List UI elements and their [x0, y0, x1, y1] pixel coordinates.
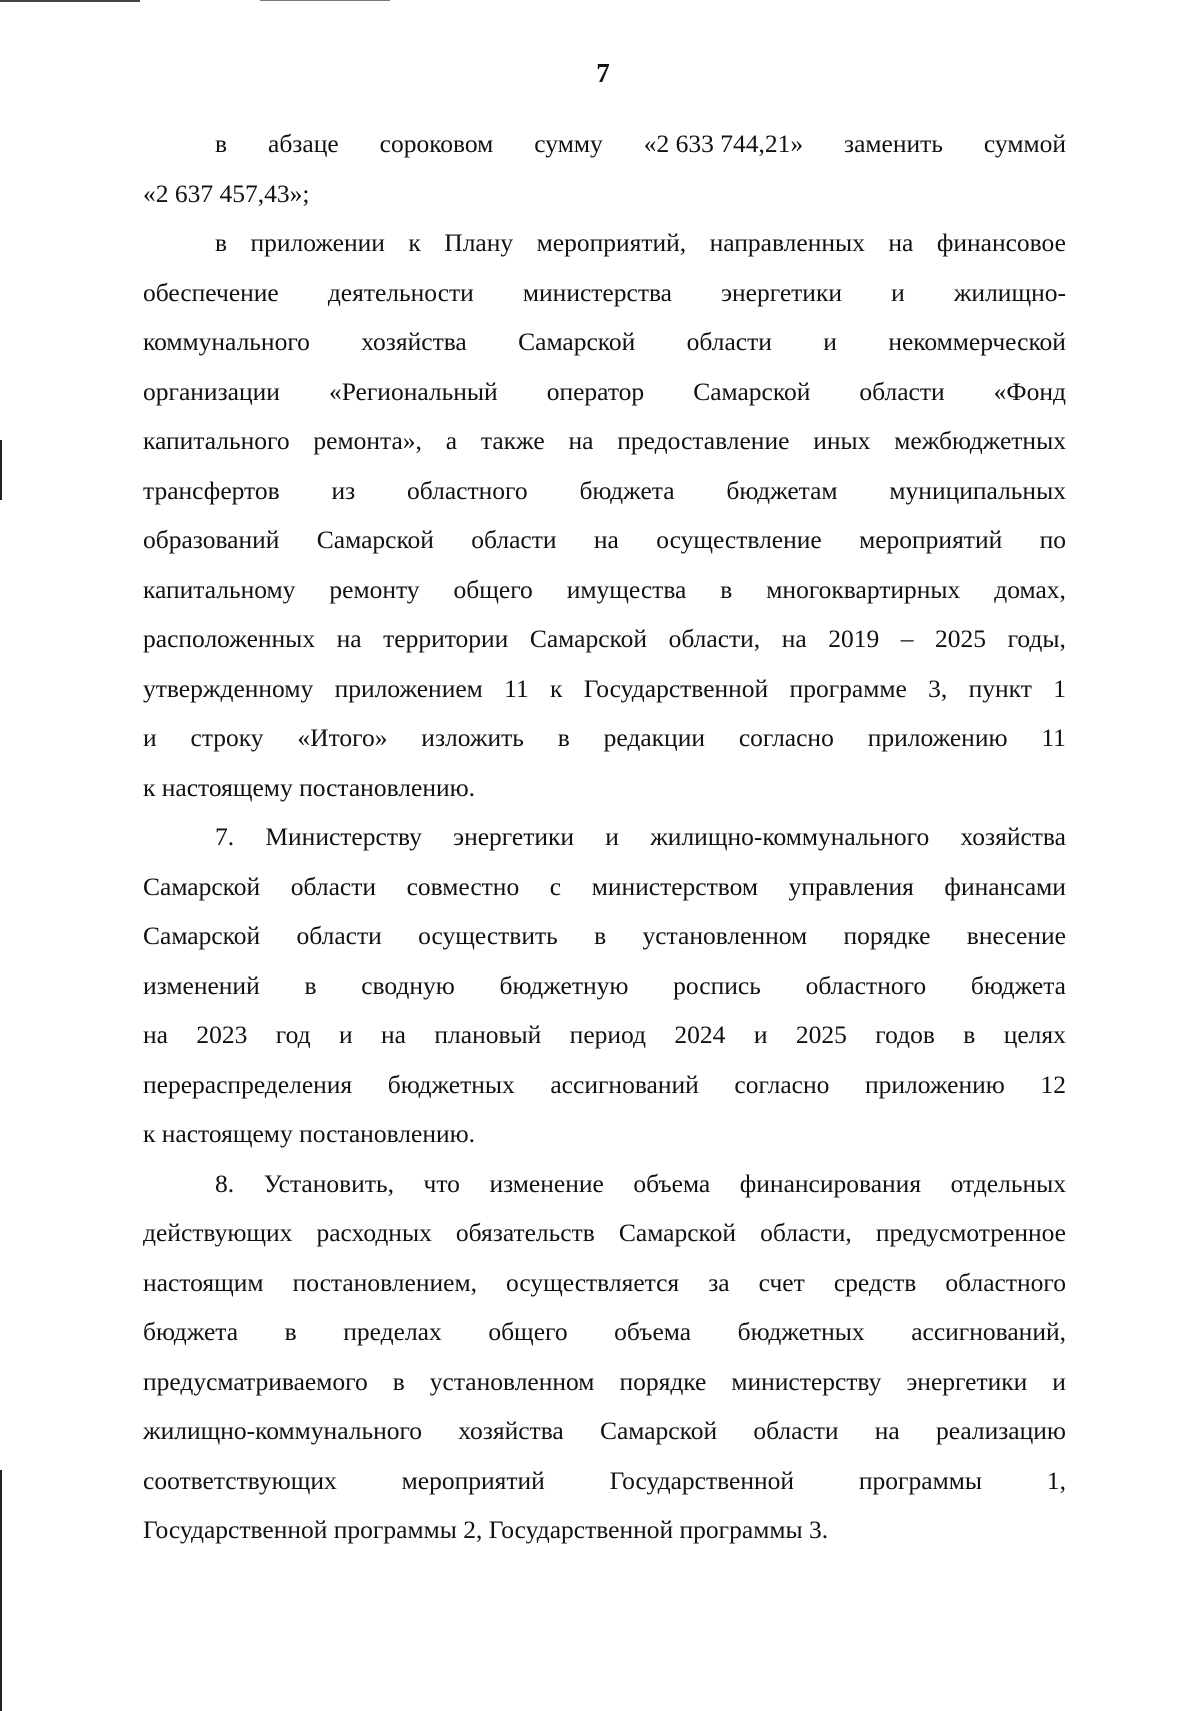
text-line — [143, 1010, 1066, 1060]
text-line — [143, 169, 1066, 219]
word: с — [549, 871, 562, 901]
word: Самарской — [143, 871, 261, 901]
word: министерства — [522, 277, 672, 307]
word: Самарской — [599, 1416, 718, 1445]
word: на — [143, 1020, 168, 1049]
text-line — [143, 763, 1066, 813]
word: энергетики — [721, 277, 842, 307]
word: управления — [788, 871, 914, 901]
word: Самарской — [693, 376, 811, 406]
word: в — [557, 723, 570, 752]
word: на — [874, 1416, 900, 1445]
word: образований — [143, 525, 280, 554]
word: – — [900, 624, 914, 653]
word: пункт — [968, 673, 1032, 703]
word: финансами — [944, 871, 1066, 901]
text-line — [143, 268, 1066, 318]
word: перераспределения — [143, 1069, 353, 1099]
word: 3, — [928, 673, 948, 703]
text-line — [143, 1505, 1066, 1555]
word: и — [753, 1020, 768, 1049]
word: «Итого» — [297, 723, 388, 752]
word: Плану — [444, 228, 514, 257]
word: жилищно-коммунального — [143, 1416, 423, 1445]
word: общего — [453, 574, 533, 604]
text-line — [143, 862, 1066, 912]
word: приложением — [334, 673, 483, 703]
word: что — [423, 1168, 460, 1198]
word: плановый — [434, 1020, 542, 1049]
text-line — [143, 1159, 1066, 1209]
word: роспись — [673, 970, 761, 1000]
word: бюджетных — [737, 1317, 865, 1346]
word: Установить, — [263, 1168, 394, 1198]
word: целях — [1003, 1020, 1066, 1049]
word: финансовое — [936, 228, 1066, 257]
word: «Фонд — [993, 376, 1066, 406]
word: Самарской — [143, 921, 261, 950]
text-line — [143, 1456, 1066, 1506]
scan-edge-top-secondary — [260, 0, 390, 1]
text-line — [143, 466, 1066, 516]
word: «Региональный — [328, 376, 498, 406]
word: бюджетных — [387, 1069, 515, 1099]
word: Самарской — [529, 624, 648, 653]
word: к — [550, 673, 563, 703]
word: направленных — [709, 228, 865, 257]
word: 2019 — [828, 624, 880, 653]
word: области — [471, 525, 557, 554]
word: а — [445, 426, 458, 455]
text-line — [143, 713, 1066, 763]
word: бюджетную — [499, 970, 629, 1000]
word: на — [568, 426, 594, 455]
text-line — [143, 416, 1066, 466]
word: расположенных — [143, 624, 316, 653]
word: министерству — [731, 1366, 882, 1396]
paragraph-item-8 — [143, 1159, 1066, 1555]
word: 11 — [1041, 723, 1066, 752]
word: изложить — [421, 723, 524, 752]
word: годов — [875, 1020, 935, 1049]
word: 2025 — [795, 1020, 847, 1049]
text-line — [143, 1109, 1066, 1159]
word: приложении — [250, 228, 385, 257]
text-line — [143, 961, 1066, 1011]
word: объема — [633, 1168, 711, 1198]
word: средств — [833, 1267, 917, 1297]
word: абзаце — [268, 129, 339, 158]
word: объема — [614, 1317, 692, 1346]
word: внесение — [966, 921, 1066, 950]
word: энергетики — [906, 1366, 1028, 1396]
text-line — [143, 812, 1066, 862]
word: осуществление — [656, 525, 822, 554]
word: мероприятий — [401, 1465, 545, 1495]
word: хозяйства — [458, 1416, 564, 1445]
word: из — [331, 475, 356, 505]
word: совместно — [406, 871, 520, 901]
paragraph-appendix — [143, 218, 1066, 812]
word: изменений — [143, 970, 260, 1000]
word: соответствующих — [143, 1465, 337, 1495]
word: приложению — [865, 1069, 1005, 1099]
word: бюджета — [143, 1317, 239, 1346]
page-number: 7 — [596, 58, 610, 88]
scan-edge-left — [0, 440, 2, 500]
word: 11 — [504, 673, 529, 703]
word: 7. — [215, 822, 235, 851]
word: счет — [758, 1267, 805, 1297]
word: реализацию — [935, 1416, 1066, 1445]
word: министерством — [591, 871, 759, 901]
word: предусмотренное — [875, 1218, 1066, 1247]
word: год — [275, 1020, 311, 1049]
word: обязательств — [455, 1218, 595, 1247]
word: в — [215, 228, 228, 257]
word: осуществить — [418, 921, 558, 950]
word: установленном — [429, 1366, 595, 1396]
word: годы, — [1007, 624, 1066, 653]
word: многоквартирных — [766, 574, 961, 604]
text-line — [143, 614, 1066, 664]
word: мероприятий — [859, 525, 1003, 554]
word: финансирования — [739, 1168, 922, 1198]
text-line — [143, 515, 1066, 565]
word: на — [336, 624, 362, 653]
scan-edge-left-lower — [0, 1470, 2, 1711]
word: межбюджетных — [894, 426, 1066, 455]
word: обеспечение — [143, 277, 279, 307]
word: пределах — [343, 1317, 442, 1346]
word: области, — [760, 1218, 852, 1247]
word: территории — [383, 624, 509, 653]
word: приложению — [867, 723, 1008, 752]
word: жилищно- — [953, 277, 1066, 307]
word: расходных — [316, 1218, 432, 1247]
text-line — [143, 218, 1066, 268]
word: Государственной программы 2, Государственной программы 3. — [143, 1515, 829, 1544]
word: ремонта», — [313, 426, 422, 455]
text-line — [143, 664, 1066, 714]
word: областного — [805, 970, 927, 1000]
word: домах, — [994, 574, 1066, 604]
word: бюджета — [579, 475, 675, 505]
word: и — [338, 1020, 353, 1049]
word: мероприятий, — [536, 228, 687, 257]
word: 12 — [1040, 1069, 1066, 1099]
word: настоящим — [143, 1267, 264, 1297]
word: Самарской — [316, 525, 434, 554]
word: области — [859, 376, 945, 406]
word: 1 — [1053, 673, 1066, 703]
word: некоммерческой — [888, 327, 1066, 356]
text-line — [143, 1208, 1066, 1258]
word: областного — [945, 1267, 1066, 1297]
word: в — [392, 1366, 405, 1396]
word: «2 633 744,21» — [643, 129, 804, 158]
word: общего — [488, 1317, 568, 1346]
text-line — [143, 1307, 1066, 1357]
word: на — [381, 1020, 406, 1049]
word: жилищно-коммунального — [650, 822, 930, 851]
word: на — [888, 228, 914, 257]
word: ремонту — [329, 574, 420, 604]
word: к настоящему постановлению. — [143, 1119, 476, 1148]
text-line — [143, 317, 1066, 367]
word: ассигнований, — [911, 1317, 1066, 1346]
word: установленном — [642, 921, 808, 950]
word: суммой — [983, 129, 1066, 158]
word: области, — [668, 624, 761, 653]
word: в — [720, 574, 733, 604]
word: области — [290, 871, 376, 901]
word: Самарской — [618, 1218, 737, 1247]
paragraph-item-7 — [143, 812, 1066, 1159]
word: имущества — [566, 574, 687, 604]
text-line — [143, 1357, 1066, 1407]
word: 2024 — [674, 1020, 726, 1049]
word: области — [296, 921, 382, 950]
word: к — [408, 228, 421, 257]
word: ассигнований — [550, 1069, 699, 1099]
word: в — [215, 129, 228, 158]
word: оператор — [546, 376, 645, 406]
word: к настоящему постановлению. — [143, 772, 476, 802]
word: Государственной — [609, 1465, 795, 1495]
word: и — [605, 822, 619, 851]
word: области — [686, 327, 772, 356]
word: иных — [813, 426, 871, 455]
word: «2 637 457,43»; — [143, 178, 310, 208]
word: и — [1052, 1366, 1066, 1396]
word: порядке — [619, 1366, 707, 1396]
word: бюджетам — [726, 475, 838, 505]
word: редакции — [603, 723, 705, 752]
word: действующих — [143, 1218, 293, 1247]
word: 2025 — [935, 624, 987, 653]
word: программы — [858, 1465, 982, 1495]
word: сводную — [361, 970, 455, 1000]
document-body — [143, 119, 1066, 1555]
word: 1, — [1046, 1465, 1066, 1495]
word: в — [284, 1317, 297, 1346]
word: энергетики — [453, 822, 575, 851]
word: порядке — [843, 921, 931, 950]
text-line — [143, 1406, 1066, 1456]
word: за — [708, 1267, 730, 1297]
word: осуществляется — [506, 1267, 680, 1297]
word: также — [480, 426, 545, 455]
text-line — [143, 1258, 1066, 1308]
word: на — [593, 525, 619, 554]
word: бюджета — [970, 970, 1066, 1000]
word: предусматриваемого — [143, 1366, 368, 1396]
word: и — [891, 277, 905, 307]
word: строку — [190, 723, 264, 752]
text-line — [143, 367, 1066, 417]
paragraph-forty — [143, 119, 1066, 218]
text-line — [143, 911, 1066, 961]
word: утвержденному — [143, 673, 314, 703]
word: и — [143, 723, 157, 752]
word: на — [781, 624, 807, 653]
word: отдельных — [950, 1168, 1066, 1198]
text-line — [143, 119, 1066, 169]
word: согласно — [734, 1069, 830, 1099]
word: и — [823, 327, 837, 356]
word: период — [569, 1020, 647, 1049]
word: в — [963, 1020, 976, 1049]
word: муниципальных — [889, 475, 1066, 505]
word: коммунального — [143, 327, 310, 356]
word: по — [1039, 525, 1066, 554]
word: изменение — [489, 1168, 604, 1198]
word: сороковом — [379, 129, 494, 158]
word: областного — [407, 475, 528, 505]
word: программе — [789, 673, 907, 703]
word: трансфертов — [143, 475, 280, 505]
word: постановлением, — [292, 1267, 477, 1297]
word: в — [304, 970, 317, 1000]
word: 8. — [215, 1168, 235, 1198]
word: Министерству — [265, 822, 422, 851]
word: деятельности — [327, 277, 474, 307]
word: в — [594, 921, 607, 950]
text-line — [143, 1060, 1066, 1110]
word: сумму — [534, 129, 603, 158]
word: заменить — [844, 129, 943, 158]
text-line — [143, 565, 1066, 615]
word: предоставление — [617, 426, 790, 455]
word: 2023 — [196, 1020, 248, 1049]
word: капитальному — [143, 574, 296, 604]
word: согласно — [738, 723, 834, 752]
scan-edge-top — [0, 0, 140, 2]
word: хозяйства — [960, 822, 1066, 851]
word: хозяйства — [361, 327, 467, 356]
word: области — [753, 1416, 839, 1445]
word: капитального — [143, 426, 290, 455]
word: организации — [143, 376, 280, 406]
word: Самарской — [518, 327, 636, 356]
word: Государственной — [583, 673, 769, 703]
